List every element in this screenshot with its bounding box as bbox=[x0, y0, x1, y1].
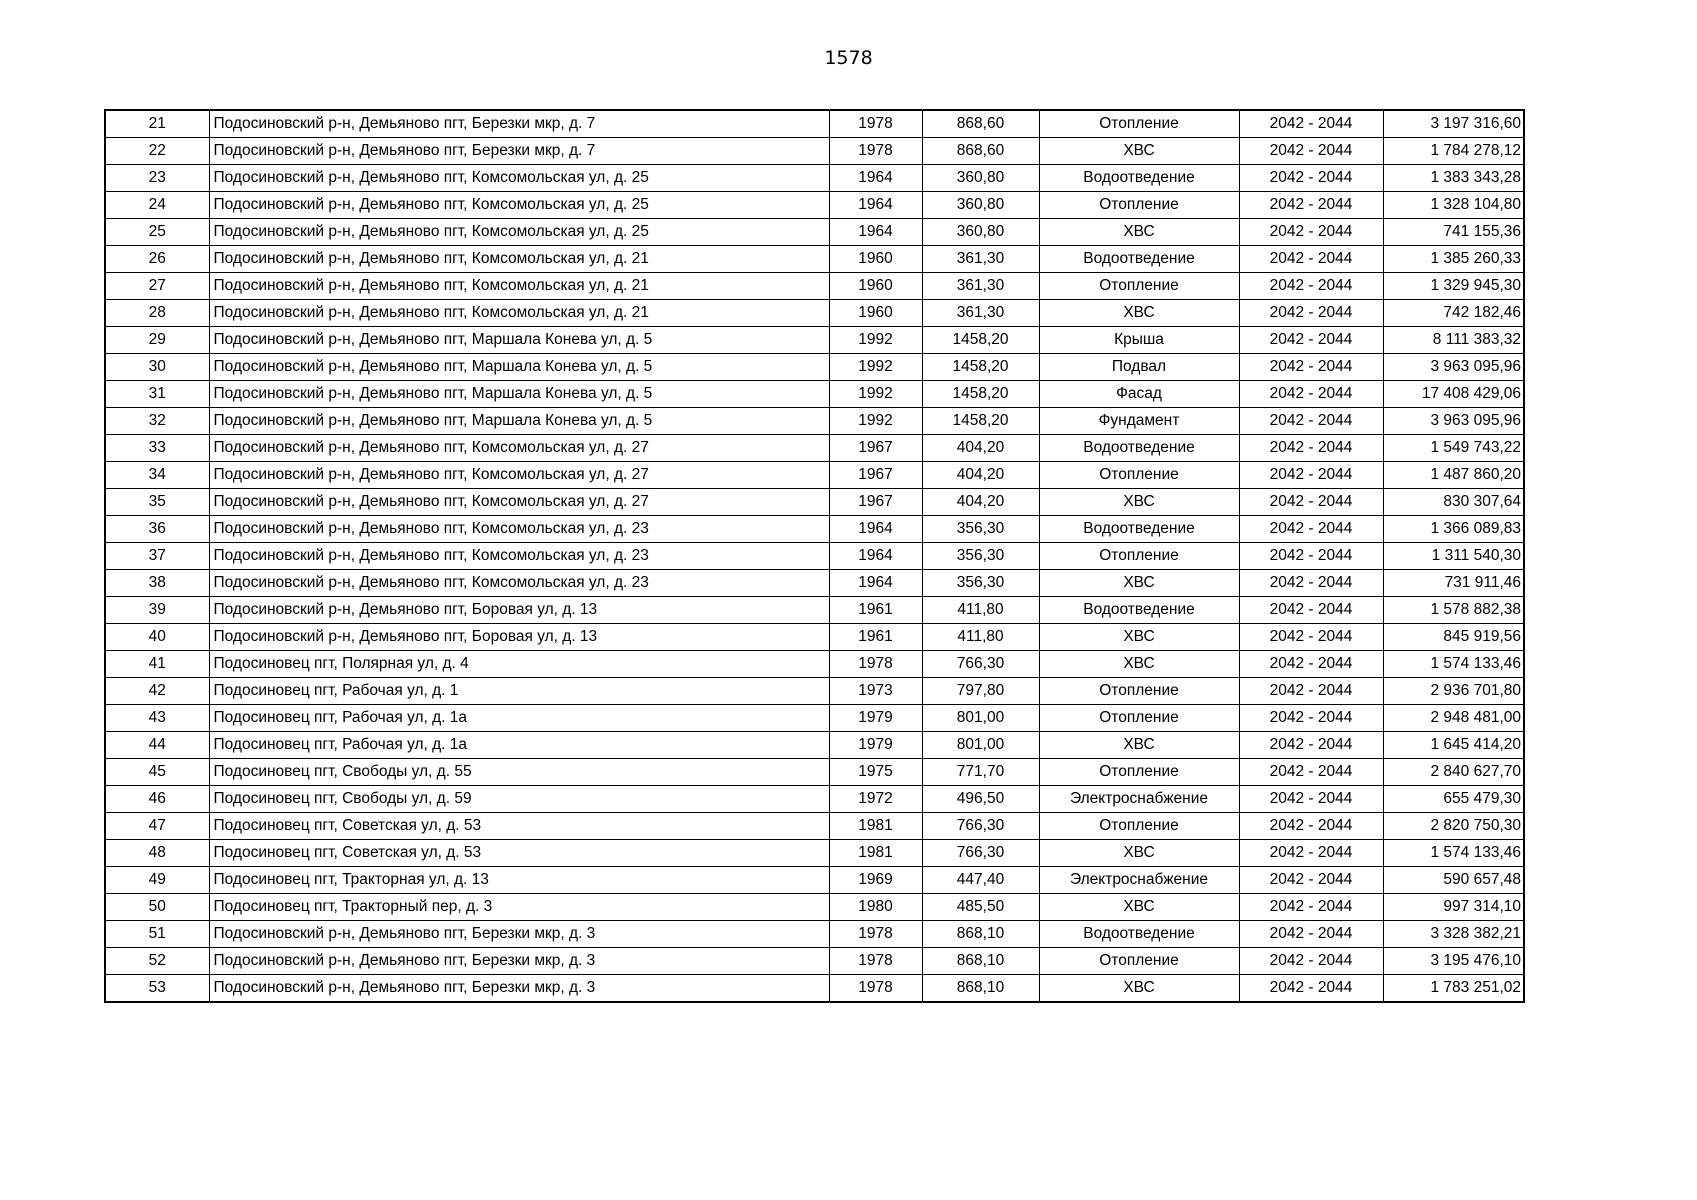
area-cell: 411,80 bbox=[922, 597, 1039, 624]
cost-cell: 3 963 095,96 bbox=[1383, 408, 1524, 435]
work-type-cell: ХВС bbox=[1039, 840, 1239, 867]
address-cell: Подосиновский р-н, Демьяново пгт, Боровая ул, д. 13 bbox=[209, 624, 829, 651]
cost-cell: 845 919,56 bbox=[1383, 624, 1524, 651]
period-cell: 2042 - 2044 bbox=[1239, 678, 1383, 705]
row-number-cell: 52 bbox=[105, 948, 209, 975]
build-year-cell: 1972 bbox=[829, 786, 922, 813]
period-cell: 2042 - 2044 bbox=[1239, 408, 1383, 435]
row-number-cell: 21 bbox=[105, 110, 209, 138]
period-cell: 2042 - 2044 bbox=[1239, 354, 1383, 381]
address-cell: Подосиновский р-н, Демьяново пгт, Березки мкр, д. 3 bbox=[209, 975, 829, 1003]
build-year-cell: 1992 bbox=[829, 354, 922, 381]
cost-cell: 1 549 743,22 bbox=[1383, 435, 1524, 462]
work-type-cell: Подвал bbox=[1039, 354, 1239, 381]
address-cell: Подосиновский р-н, Демьяново пгт, Комсомольская ул, д. 27 bbox=[209, 489, 829, 516]
address-cell: Подосиновец пгт, Советская ул, д. 53 bbox=[209, 840, 829, 867]
work-type-cell: ХВС bbox=[1039, 489, 1239, 516]
build-year-cell: 1961 bbox=[829, 624, 922, 651]
build-year-cell: 1980 bbox=[829, 894, 922, 921]
area-cell: 485,50 bbox=[922, 894, 1039, 921]
table-row bbox=[105, 921, 1524, 948]
area-cell: 356,30 bbox=[922, 570, 1039, 597]
work-type-cell: Отопление bbox=[1039, 192, 1239, 219]
cost-cell: 1 574 133,46 bbox=[1383, 651, 1524, 678]
area-cell: 797,80 bbox=[922, 678, 1039, 705]
row-number-cell: 24 bbox=[105, 192, 209, 219]
work-type-cell: Водоотведение bbox=[1039, 435, 1239, 462]
address-cell: Подосиновский р-н, Демьяново пгт, Комсомольская ул, д. 25 bbox=[209, 219, 829, 246]
area-cell: 361,30 bbox=[922, 273, 1039, 300]
build-year-cell: 1981 bbox=[829, 840, 922, 867]
build-year-cell: 1973 bbox=[829, 678, 922, 705]
address-cell: Подосиновский р-н, Демьяново пгт, Березки мкр, д. 3 bbox=[209, 948, 829, 975]
row-number-cell: 33 bbox=[105, 435, 209, 462]
cost-cell: 1 329 945,30 bbox=[1383, 273, 1524, 300]
table-row bbox=[105, 165, 1524, 192]
table-row bbox=[105, 327, 1524, 354]
row-number-cell: 32 bbox=[105, 408, 209, 435]
work-type-cell: Отопление bbox=[1039, 110, 1239, 138]
work-type-cell: Фасад bbox=[1039, 381, 1239, 408]
address-cell: Подосиновский р-н, Демьяново пгт, Маршала Конева ул, д. 5 bbox=[209, 327, 829, 354]
row-number-cell: 49 bbox=[105, 867, 209, 894]
table-row bbox=[105, 138, 1524, 165]
address-cell: Подосиновский р-н, Демьяново пгт, Маршала Конева ул, д. 5 bbox=[209, 354, 829, 381]
work-type-cell: Электроснабжение bbox=[1039, 867, 1239, 894]
table-row bbox=[105, 624, 1524, 651]
build-year-cell: 1964 bbox=[829, 570, 922, 597]
period-cell: 2042 - 2044 bbox=[1239, 435, 1383, 462]
table-row bbox=[105, 759, 1524, 786]
row-number-cell: 22 bbox=[105, 138, 209, 165]
address-cell: Подосиновский р-н, Демьяново пгт, Боровая ул, д. 13 bbox=[209, 597, 829, 624]
table-row bbox=[105, 570, 1524, 597]
cost-cell: 1 383 343,28 bbox=[1383, 165, 1524, 192]
table-row bbox=[105, 894, 1524, 921]
area-cell: 771,70 bbox=[922, 759, 1039, 786]
row-number-cell: 40 bbox=[105, 624, 209, 651]
area-cell: 868,10 bbox=[922, 921, 1039, 948]
address-cell: Подосиновец пгт, Рабочая ул, д. 1а bbox=[209, 705, 829, 732]
period-cell: 2042 - 2044 bbox=[1239, 840, 1383, 867]
build-year-cell: 1978 bbox=[829, 651, 922, 678]
row-number-cell: 31 bbox=[105, 381, 209, 408]
work-type-cell: Водоотведение bbox=[1039, 516, 1239, 543]
area-cell: 1458,20 bbox=[922, 381, 1039, 408]
cost-cell: 742 182,46 bbox=[1383, 300, 1524, 327]
period-cell: 2042 - 2044 bbox=[1239, 381, 1383, 408]
build-year-cell: 1960 bbox=[829, 273, 922, 300]
area-cell: 1458,20 bbox=[922, 327, 1039, 354]
area-cell: 356,30 bbox=[922, 543, 1039, 570]
work-type-cell: ХВС bbox=[1039, 732, 1239, 759]
repair-registry-table bbox=[104, 109, 1525, 1003]
row-number-cell: 51 bbox=[105, 921, 209, 948]
table-row bbox=[105, 516, 1524, 543]
area-cell: 361,30 bbox=[922, 246, 1039, 273]
period-cell: 2042 - 2044 bbox=[1239, 867, 1383, 894]
area-cell: 404,20 bbox=[922, 489, 1039, 516]
cost-cell: 1 578 882,38 bbox=[1383, 597, 1524, 624]
work-type-cell: Водоотведение bbox=[1039, 921, 1239, 948]
cost-cell: 590 657,48 bbox=[1383, 867, 1524, 894]
period-cell: 2042 - 2044 bbox=[1239, 597, 1383, 624]
page-number: 1578 bbox=[824, 47, 873, 69]
address-cell: Подосиновский р-н, Демьяново пгт, Березки мкр, д. 7 bbox=[209, 138, 829, 165]
table-row bbox=[105, 300, 1524, 327]
period-cell: 2042 - 2044 bbox=[1239, 192, 1383, 219]
cost-cell: 3 195 476,10 bbox=[1383, 948, 1524, 975]
build-year-cell: 1964 bbox=[829, 219, 922, 246]
period-cell: 2042 - 2044 bbox=[1239, 921, 1383, 948]
cost-cell: 741 155,36 bbox=[1383, 219, 1524, 246]
cost-cell: 2 840 627,70 bbox=[1383, 759, 1524, 786]
build-year-cell: 1964 bbox=[829, 516, 922, 543]
period-cell: 2042 - 2044 bbox=[1239, 327, 1383, 354]
row-number-cell: 42 bbox=[105, 678, 209, 705]
area-cell: 1458,20 bbox=[922, 354, 1039, 381]
build-year-cell: 1975 bbox=[829, 759, 922, 786]
cost-cell: 2 948 481,00 bbox=[1383, 705, 1524, 732]
row-number-cell: 30 bbox=[105, 354, 209, 381]
row-number-cell: 34 bbox=[105, 462, 209, 489]
row-number-cell: 53 bbox=[105, 975, 209, 1003]
row-number-cell: 47 bbox=[105, 813, 209, 840]
period-cell: 2042 - 2044 bbox=[1239, 543, 1383, 570]
table-row bbox=[105, 192, 1524, 219]
cost-cell: 3 963 095,96 bbox=[1383, 354, 1524, 381]
period-cell: 2042 - 2044 bbox=[1239, 273, 1383, 300]
address-cell: Подосиновец пгт, Полярная ул, д. 4 bbox=[209, 651, 829, 678]
build-year-cell: 1981 bbox=[829, 813, 922, 840]
row-number-cell: 23 bbox=[105, 165, 209, 192]
cost-cell: 1 366 089,83 bbox=[1383, 516, 1524, 543]
cost-cell: 1 645 414,20 bbox=[1383, 732, 1524, 759]
work-type-cell: Водоотведение bbox=[1039, 246, 1239, 273]
address-cell: Подосиновец пгт, Рабочая ул, д. 1а bbox=[209, 732, 829, 759]
build-year-cell: 1967 bbox=[829, 489, 922, 516]
area-cell: 360,80 bbox=[922, 219, 1039, 246]
area-cell: 404,20 bbox=[922, 462, 1039, 489]
row-number-cell: 29 bbox=[105, 327, 209, 354]
period-cell: 2042 - 2044 bbox=[1239, 462, 1383, 489]
period-cell: 2042 - 2044 bbox=[1239, 489, 1383, 516]
address-cell: Подосиновский р-н, Демьяново пгт, Комсомольская ул, д. 25 bbox=[209, 192, 829, 219]
period-cell: 2042 - 2044 bbox=[1239, 894, 1383, 921]
cost-cell: 655 479,30 bbox=[1383, 786, 1524, 813]
cost-cell: 1 385 260,33 bbox=[1383, 246, 1524, 273]
address-cell: Подосиновец пгт, Тракторный пер, д. 3 bbox=[209, 894, 829, 921]
work-type-cell: Отопление bbox=[1039, 705, 1239, 732]
build-year-cell: 1978 bbox=[829, 921, 922, 948]
period-cell: 2042 - 2044 bbox=[1239, 624, 1383, 651]
address-cell: Подосиновский р-н, Демьяново пгт, Маршала Конева ул, д. 5 bbox=[209, 408, 829, 435]
row-number-cell: 28 bbox=[105, 300, 209, 327]
row-number-cell: 35 bbox=[105, 489, 209, 516]
row-number-cell: 48 bbox=[105, 840, 209, 867]
row-number-cell: 43 bbox=[105, 705, 209, 732]
period-cell: 2042 - 2044 bbox=[1239, 786, 1383, 813]
table-row bbox=[105, 813, 1524, 840]
table-row bbox=[105, 219, 1524, 246]
area-cell: 801,00 bbox=[922, 732, 1039, 759]
cost-cell: 17 408 429,06 bbox=[1383, 381, 1524, 408]
build-year-cell: 1978 bbox=[829, 975, 922, 1003]
table-row bbox=[105, 651, 1524, 678]
period-cell: 2042 - 2044 bbox=[1239, 246, 1383, 273]
address-cell: Подосиновец пгт, Рабочая ул, д. 1 bbox=[209, 678, 829, 705]
area-cell: 360,80 bbox=[922, 192, 1039, 219]
area-cell: 404,20 bbox=[922, 435, 1039, 462]
build-year-cell: 1967 bbox=[829, 435, 922, 462]
work-type-cell: Отопление bbox=[1039, 813, 1239, 840]
cost-cell: 1 328 104,80 bbox=[1383, 192, 1524, 219]
table-row bbox=[105, 705, 1524, 732]
table-row bbox=[105, 732, 1524, 759]
work-type-cell: ХВС bbox=[1039, 219, 1239, 246]
area-cell: 496,50 bbox=[922, 786, 1039, 813]
cost-cell: 8 111 383,32 bbox=[1383, 327, 1524, 354]
build-year-cell: 1992 bbox=[829, 327, 922, 354]
area-cell: 766,30 bbox=[922, 651, 1039, 678]
table-row bbox=[105, 489, 1524, 516]
address-cell: Подосиновский р-н, Демьяново пгт, Комсомольская ул, д. 21 bbox=[209, 273, 829, 300]
row-number-cell: 37 bbox=[105, 543, 209, 570]
period-cell: 2042 - 2044 bbox=[1239, 732, 1383, 759]
build-year-cell: 1960 bbox=[829, 246, 922, 273]
period-cell: 2042 - 2044 bbox=[1239, 570, 1383, 597]
work-type-cell: ХВС bbox=[1039, 570, 1239, 597]
cost-cell: 2 820 750,30 bbox=[1383, 813, 1524, 840]
work-type-cell: ХВС bbox=[1039, 651, 1239, 678]
cost-cell: 731 911,46 bbox=[1383, 570, 1524, 597]
period-cell: 2042 - 2044 bbox=[1239, 948, 1383, 975]
row-number-cell: 26 bbox=[105, 246, 209, 273]
work-type-cell: ХВС bbox=[1039, 975, 1239, 1003]
build-year-cell: 1992 bbox=[829, 408, 922, 435]
row-number-cell: 41 bbox=[105, 651, 209, 678]
area-cell: 868,60 bbox=[922, 138, 1039, 165]
table-row bbox=[105, 840, 1524, 867]
work-type-cell: Отопление bbox=[1039, 462, 1239, 489]
table-row bbox=[105, 867, 1524, 894]
work-type-cell: Отопление bbox=[1039, 678, 1239, 705]
build-year-cell: 1964 bbox=[829, 543, 922, 570]
table-row bbox=[105, 246, 1524, 273]
area-cell: 868,10 bbox=[922, 975, 1039, 1003]
table-row bbox=[105, 975, 1524, 1003]
period-cell: 2042 - 2044 bbox=[1239, 975, 1383, 1003]
address-cell: Подосиновский р-н, Демьяново пгт, Комсомольская ул, д. 21 bbox=[209, 246, 829, 273]
table-row bbox=[105, 786, 1524, 813]
cost-cell: 997 314,10 bbox=[1383, 894, 1524, 921]
address-cell: Подосиновский р-н, Демьяново пгт, Маршала Конева ул, д. 5 bbox=[209, 381, 829, 408]
build-year-cell: 1960 bbox=[829, 300, 922, 327]
table-row bbox=[105, 948, 1524, 975]
table-row bbox=[105, 543, 1524, 570]
cost-cell: 2 936 701,80 bbox=[1383, 678, 1524, 705]
build-year-cell: 1978 bbox=[829, 138, 922, 165]
area-cell: 361,30 bbox=[922, 300, 1039, 327]
build-year-cell: 1978 bbox=[829, 948, 922, 975]
row-number-cell: 44 bbox=[105, 732, 209, 759]
row-number-cell: 39 bbox=[105, 597, 209, 624]
table-row bbox=[105, 381, 1524, 408]
table-row bbox=[105, 408, 1524, 435]
work-type-cell: Водоотведение bbox=[1039, 597, 1239, 624]
work-type-cell: ХВС bbox=[1039, 894, 1239, 921]
row-number-cell: 36 bbox=[105, 516, 209, 543]
row-number-cell: 27 bbox=[105, 273, 209, 300]
area-cell: 766,30 bbox=[922, 813, 1039, 840]
work-type-cell: ХВС bbox=[1039, 624, 1239, 651]
period-cell: 2042 - 2044 bbox=[1239, 300, 1383, 327]
address-cell: Подосиновец пгт, Свободы ул, д. 59 bbox=[209, 786, 829, 813]
work-type-cell: Электроснабжение bbox=[1039, 786, 1239, 813]
period-cell: 2042 - 2044 bbox=[1239, 110, 1383, 138]
cost-cell: 1 311 540,30 bbox=[1383, 543, 1524, 570]
address-cell: Подосиновский р-н, Демьяново пгт, Комсомольская ул, д. 23 bbox=[209, 516, 829, 543]
row-number-cell: 45 bbox=[105, 759, 209, 786]
address-cell: Подосиновец пгт, Советская ул, д. 53 bbox=[209, 813, 829, 840]
area-cell: 766,30 bbox=[922, 840, 1039, 867]
address-cell: Подосиновский р-н, Демьяново пгт, Комсомольская ул, д. 21 bbox=[209, 300, 829, 327]
table-row bbox=[105, 435, 1524, 462]
area-cell: 411,80 bbox=[922, 624, 1039, 651]
area-cell: 868,60 bbox=[922, 110, 1039, 138]
area-cell: 868,10 bbox=[922, 948, 1039, 975]
table-row bbox=[105, 273, 1524, 300]
area-cell: 1458,20 bbox=[922, 408, 1039, 435]
area-cell: 801,00 bbox=[922, 705, 1039, 732]
period-cell: 2042 - 2044 bbox=[1239, 651, 1383, 678]
table-row bbox=[105, 462, 1524, 489]
period-cell: 2042 - 2044 bbox=[1239, 516, 1383, 543]
table-row bbox=[105, 354, 1524, 381]
address-cell: Подосиновец пгт, Тракторная ул, д. 13 bbox=[209, 867, 829, 894]
period-cell: 2042 - 2044 bbox=[1239, 219, 1383, 246]
work-type-cell: Водоотведение bbox=[1039, 165, 1239, 192]
area-cell: 360,80 bbox=[922, 165, 1039, 192]
cost-cell: 1 574 133,46 bbox=[1383, 840, 1524, 867]
build-year-cell: 1978 bbox=[829, 110, 922, 138]
row-number-cell: 38 bbox=[105, 570, 209, 597]
work-type-cell: Отопление bbox=[1039, 273, 1239, 300]
build-year-cell: 1961 bbox=[829, 597, 922, 624]
work-type-cell: Фундамент bbox=[1039, 408, 1239, 435]
period-cell: 2042 - 2044 bbox=[1239, 165, 1383, 192]
area-cell: 356,30 bbox=[922, 516, 1039, 543]
build-year-cell: 1964 bbox=[829, 192, 922, 219]
row-number-cell: 25 bbox=[105, 219, 209, 246]
table-body bbox=[105, 110, 1524, 1002]
address-cell: Подосиновский р-н, Демьяново пгт, Комсомольская ул, д. 23 bbox=[209, 543, 829, 570]
work-type-cell: Крыша bbox=[1039, 327, 1239, 354]
build-year-cell: 1967 bbox=[829, 462, 922, 489]
work-type-cell: Отопление bbox=[1039, 759, 1239, 786]
row-number-cell: 50 bbox=[105, 894, 209, 921]
build-year-cell: 1979 bbox=[829, 732, 922, 759]
cost-cell: 1 783 251,02 bbox=[1383, 975, 1524, 1003]
period-cell: 2042 - 2044 bbox=[1239, 813, 1383, 840]
cost-cell: 1 784 278,12 bbox=[1383, 138, 1524, 165]
work-type-cell: ХВС bbox=[1039, 300, 1239, 327]
table-row bbox=[105, 110, 1524, 138]
address-cell: Подосиновский р-н, Демьяново пгт, Березки мкр, д. 7 bbox=[209, 110, 829, 138]
build-year-cell: 1964 bbox=[829, 165, 922, 192]
address-cell: Подосиновский р-н, Демьяново пгт, Комсомольская ул, д. 27 bbox=[209, 462, 829, 489]
table-row bbox=[105, 678, 1524, 705]
work-type-cell: Отопление bbox=[1039, 948, 1239, 975]
row-number-cell: 46 bbox=[105, 786, 209, 813]
period-cell: 2042 - 2044 bbox=[1239, 705, 1383, 732]
cost-cell: 3 197 316,60 bbox=[1383, 110, 1524, 138]
address-cell: Подосиновский р-н, Демьяново пгт, Комсомольская ул, д. 23 bbox=[209, 570, 829, 597]
work-type-cell: ХВС bbox=[1039, 138, 1239, 165]
period-cell: 2042 - 2044 bbox=[1239, 759, 1383, 786]
build-year-cell: 1992 bbox=[829, 381, 922, 408]
address-cell: Подосиновец пгт, Свободы ул, д. 55 bbox=[209, 759, 829, 786]
work-type-cell: Отопление bbox=[1039, 543, 1239, 570]
period-cell: 2042 - 2044 bbox=[1239, 138, 1383, 165]
address-cell: Подосиновский р-н, Демьяново пгт, Комсомольская ул, д. 25 bbox=[209, 165, 829, 192]
build-year-cell: 1979 bbox=[829, 705, 922, 732]
cost-cell: 830 307,64 bbox=[1383, 489, 1524, 516]
area-cell: 447,40 bbox=[922, 867, 1039, 894]
build-year-cell: 1969 bbox=[829, 867, 922, 894]
address-cell: Подосиновский р-н, Демьяново пгт, Березки мкр, д. 3 bbox=[209, 921, 829, 948]
cost-cell: 3 328 382,21 bbox=[1383, 921, 1524, 948]
table-row bbox=[105, 597, 1524, 624]
address-cell: Подосиновский р-н, Демьяново пгт, Комсомольская ул, д. 27 bbox=[209, 435, 829, 462]
cost-cell: 1 487 860,20 bbox=[1383, 462, 1524, 489]
